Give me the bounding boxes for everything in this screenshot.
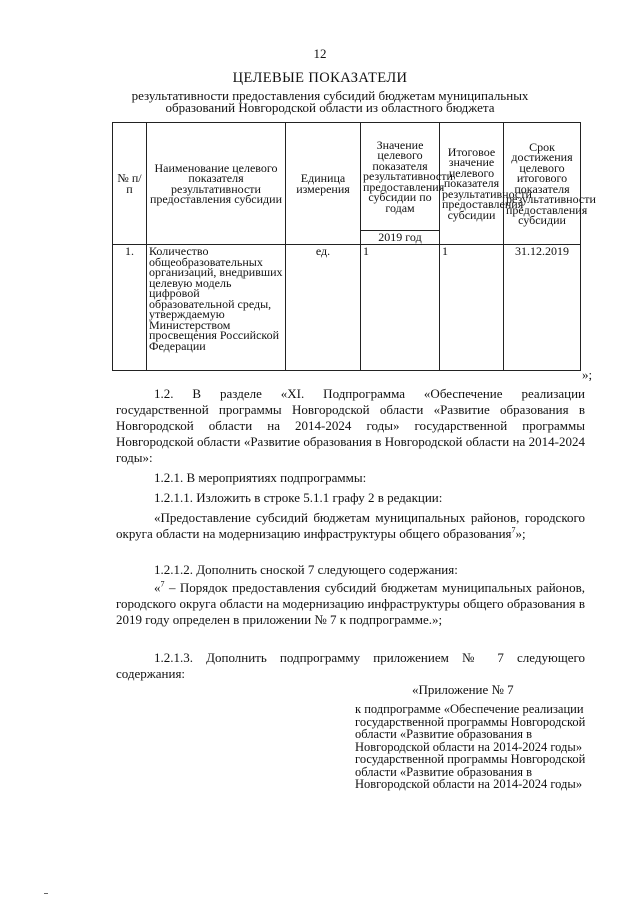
header-unit: Единица измерения [286,123,361,245]
appendix-heading: «Приложение № 7 [412,682,514,697]
row-num: 1. [113,245,147,371]
row-total: 1 [440,245,504,371]
quote-text: «Предоставление субсидий бюджетам муниципальных районов, городского округа области на модернизацию инфраструктуры общего образования [116,510,585,541]
section-paragraph-1-2-1-1 [116,490,585,506]
paragraph: 1.2.1.1. Изложить в строке 5.1.1 графу 2 в редакции: [154,490,443,505]
quote-end: »; [515,526,526,541]
page-number: 12 [313,46,327,61]
table-row [113,245,581,371]
section-paragraph-1-2 [116,386,585,466]
row-value: 1 [361,245,440,371]
target-indicators-table [112,122,596,371]
footnote-text: – Порядок предоставления субсидий бюджетам муниципальных районов, городского округа области на модернизацию инфраструктуры общего образования в 2019 году определен в приложении № 7 к подпрограмме.»; [116,580,585,627]
header-num: № п/п [113,123,147,245]
quote-start: « [154,580,161,595]
margin-mark [44,893,48,894]
section-paragraph-1-2-1-3 [116,650,585,682]
document-title: ЦЕЛЕВЫЕ ПОКАЗАТЕЛИ [232,70,408,86]
paragraph: 1.2.1. В мероприятиях подпрограммы: [154,470,367,485]
footnote-number: 7 [160,579,165,589]
table-closing-quote: »; [582,367,593,382]
header-deadline: Срок достижения целевого итогового показателя результативности предоставления субсидии [504,123,581,245]
section-paragraph-1-2-1-2 [116,562,585,578]
row-name: Количество общеобразовательных организаций, внедривших целевую модель цифровой образовательной среды, утверждаемую Министерством просвещения Российской Федерации [147,245,286,371]
document-subtitle: результативности предоставления субсидий бюджетам муниципальных образований Новгородской области из областного бюджета [131,88,529,115]
paragraph: 1.2.1.3. Дополнить подпрограмму приложением № 7 следующего содержания: [116,650,585,681]
quote-block-1 [116,510,585,542]
header-value: Значение целевого показателя результативности предоставления субсидии по годам [361,123,440,231]
paragraph: 1.2.1.2. Дополнить сноской 7 следующего содержания: [154,562,458,577]
quote-block-2 [116,580,585,628]
row-deadline: 31.12.2019 [504,245,581,371]
row-unit: ед. [286,245,361,371]
header-total: Итоговое значение целевого показателя результативности предоставления субсидии [440,123,504,245]
header-year: 2019 год [361,231,440,245]
paragraph: 1.2. В разделе «XI. Подпрограмма «Обеспечение реализации государственной программы Новгородской области «Развитие образования в Новгородской области на 2014-2024 годы» государственной программы Новгородской области «Развитие образования в Новгородской области на 2014-2024 годы»: [116,386,585,465]
appendix-caption: к подпрограмме «Обеспечение реализации государственной программы Новгородской области «Развитие образования в Новгородской области на 2014-2024 годы» государственной программы Новгородской области «Развитие образования в Новгородской области на 2014-2024 годы» [355,702,586,791]
footnote-ref: 7 [511,525,516,535]
section-paragraph-1-2-1 [116,470,585,486]
header-name: Наименование целевого показателя результативности предоставления субсидии [147,123,286,245]
